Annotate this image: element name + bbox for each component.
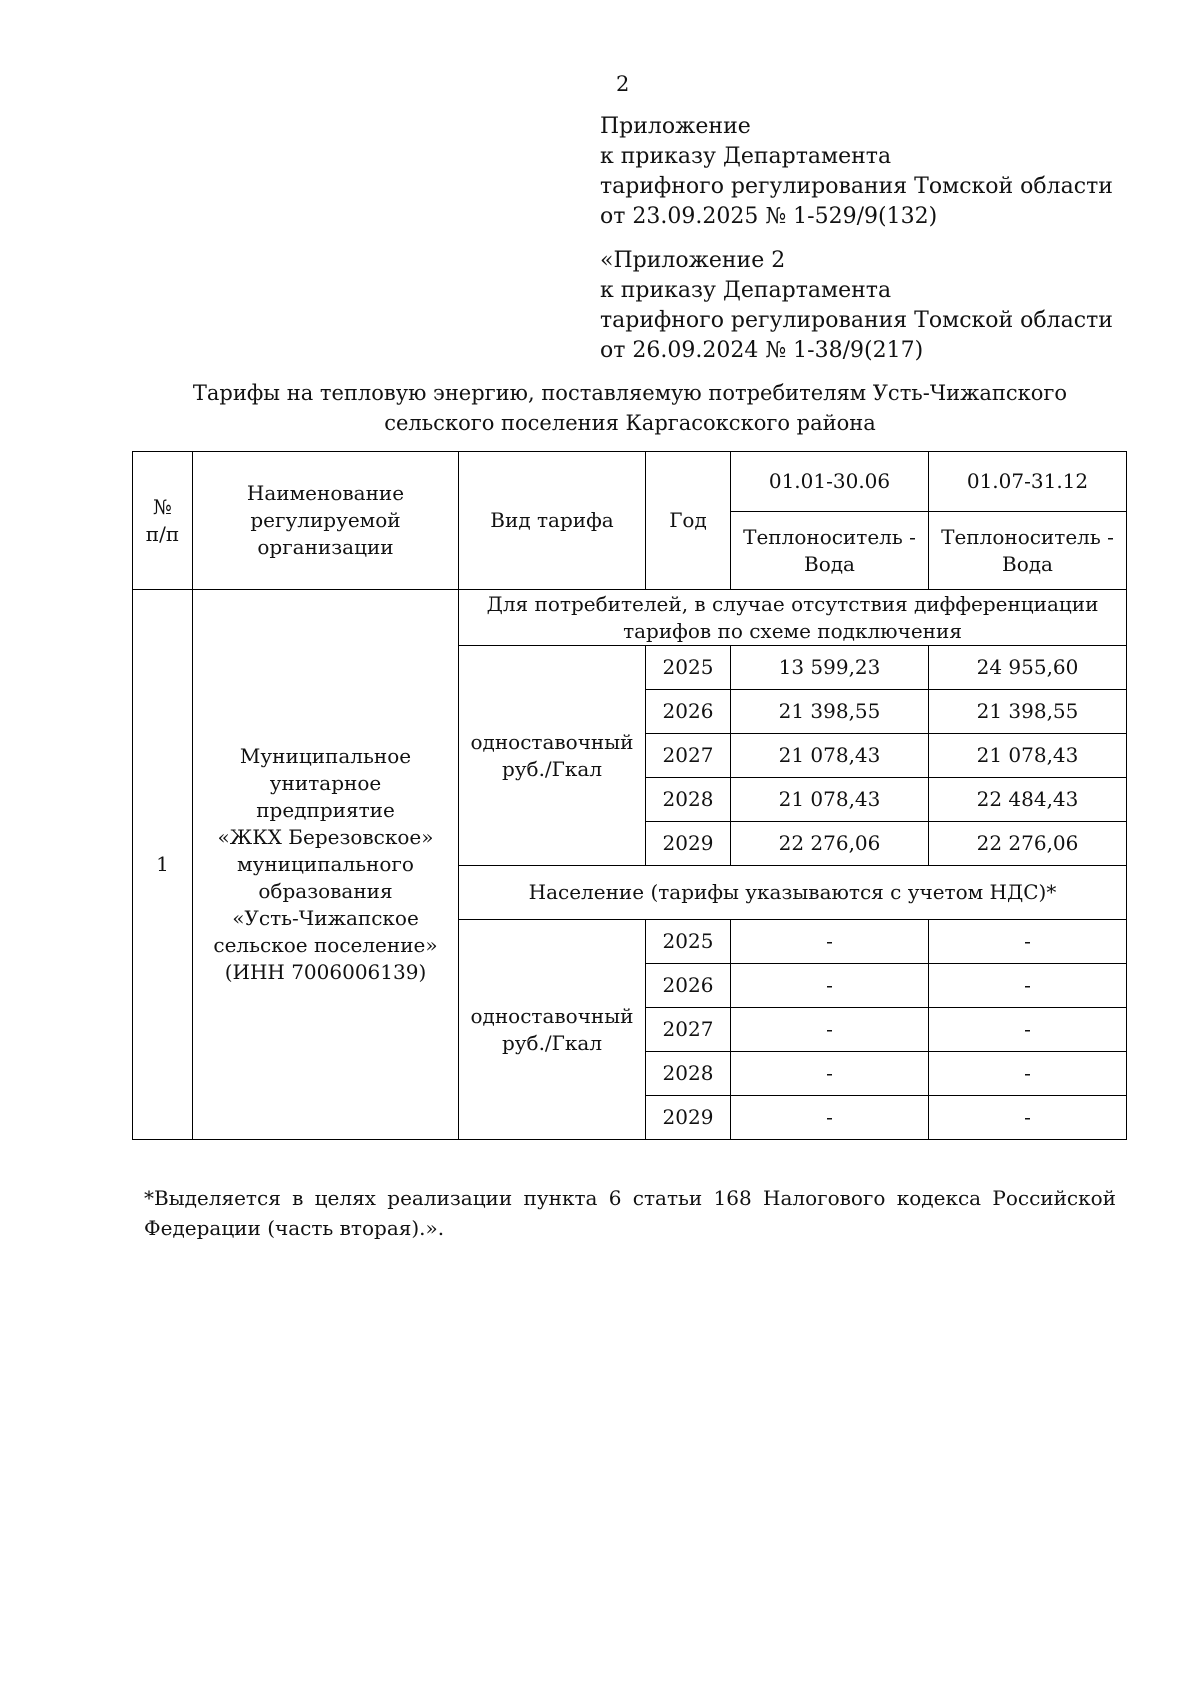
header-year: Год (646, 452, 731, 590)
year-cell: 2025 (646, 920, 731, 964)
header-number: № п/п (133, 452, 193, 590)
header-period-2: 01.07-31.12 (929, 452, 1127, 512)
appendix-line: от 23.09.2025 № 1-529/9(132) (600, 204, 938, 229)
document-title (130, 378, 1130, 438)
header-carrier-2: Теплоноситель - Вода (929, 512, 1127, 590)
tariff-value: 22 484,43 (929, 778, 1127, 822)
tariff-table (132, 451, 1127, 1140)
appendix-line: «Приложение 2 (600, 248, 786, 273)
year-cell: 2026 (646, 690, 731, 734)
year-cell: 2027 (646, 1008, 731, 1052)
header-organization: Наименование регулируемой организации (193, 452, 459, 590)
header-carrier-1: Теплоноситель - Вода (731, 512, 929, 590)
tariff-type-cell: одноставочный руб./Гкал (459, 920, 646, 1140)
appendix-line: тарифного регулирования Томской области (600, 308, 1113, 333)
appendix-line: к приказу Департамента (600, 144, 892, 169)
appendix-header (600, 112, 1113, 232)
tariff-value: 21 078,43 (929, 734, 1127, 778)
appendix-line: Приложение (600, 114, 751, 139)
appendix-line: тарифного регулирования Томской области (600, 174, 1113, 199)
tariff-value: - (929, 1096, 1127, 1140)
header-period-1: 01.01-30.06 (731, 452, 929, 512)
year-cell: 2028 (646, 1052, 731, 1096)
header-tariff-type: Вид тарифа (459, 452, 646, 590)
tariff-type-cell: одноставочный руб./Гкал (459, 646, 646, 866)
footnote: *Выделяется в целях реализации пункта 6 статьи 168 Налогового кодекса Российской Федерации (часть вторая).». (144, 1186, 1116, 1240)
tariff-value: 24 955,60 (929, 646, 1127, 690)
appendix-line: к приказу Департамента (600, 278, 892, 303)
tariff-value: 21 078,43 (731, 778, 929, 822)
year-cell: 2028 (646, 778, 731, 822)
year-cell: 2027 (646, 734, 731, 778)
tariff-value: 21 078,43 (731, 734, 929, 778)
tariff-value: 22 276,06 (929, 822, 1127, 866)
year-cell: 2025 (646, 646, 731, 690)
previous-appendix-header (600, 246, 1113, 366)
group-title: Для потребителей, в случае отсутствия дифференциации тарифов по схеме подключения (459, 590, 1127, 646)
title-line: Тарифы на тепловую энергию, поставляемую потребителям Усть-Чижапского (192, 381, 1068, 405)
year-cell: 2029 (646, 1096, 731, 1140)
appendix-line: от 26.09.2024 № 1-38/9(217) (600, 338, 924, 363)
table-header-row (133, 452, 1127, 512)
tariff-value: - (731, 1096, 929, 1140)
tariff-value: - (731, 1008, 929, 1052)
tariff-value: - (929, 964, 1127, 1008)
tariff-value: 13 599,23 (731, 646, 929, 690)
tariff-value: - (731, 1052, 929, 1096)
page-number: 2 (616, 72, 630, 96)
year-cell: 2026 (646, 964, 731, 1008)
group-title-row (133, 590, 1127, 646)
tariff-value: - (929, 1008, 1127, 1052)
organization-name: Муниципальное унитарное предприятие «ЖКХ Березовское» муниципального образования «Усть-Чижапское сельское поселение» (ИНН 7006006139) (193, 590, 459, 1140)
tariff-value: - (929, 1052, 1127, 1096)
tariff-value: - (929, 920, 1127, 964)
tariff-value: - (731, 964, 929, 1008)
tariff-value: 21 398,55 (929, 690, 1127, 734)
tariff-value: 21 398,55 (731, 690, 929, 734)
row-number: 1 (133, 590, 193, 1140)
tariff-value: 22 276,06 (731, 822, 929, 866)
title-line: сельского поселения Каргасокского района (384, 411, 876, 435)
year-cell: 2029 (646, 822, 731, 866)
group-title: Население (тарифы указываются с учетом НДС)* (459, 866, 1127, 920)
tariff-value: - (731, 920, 929, 964)
